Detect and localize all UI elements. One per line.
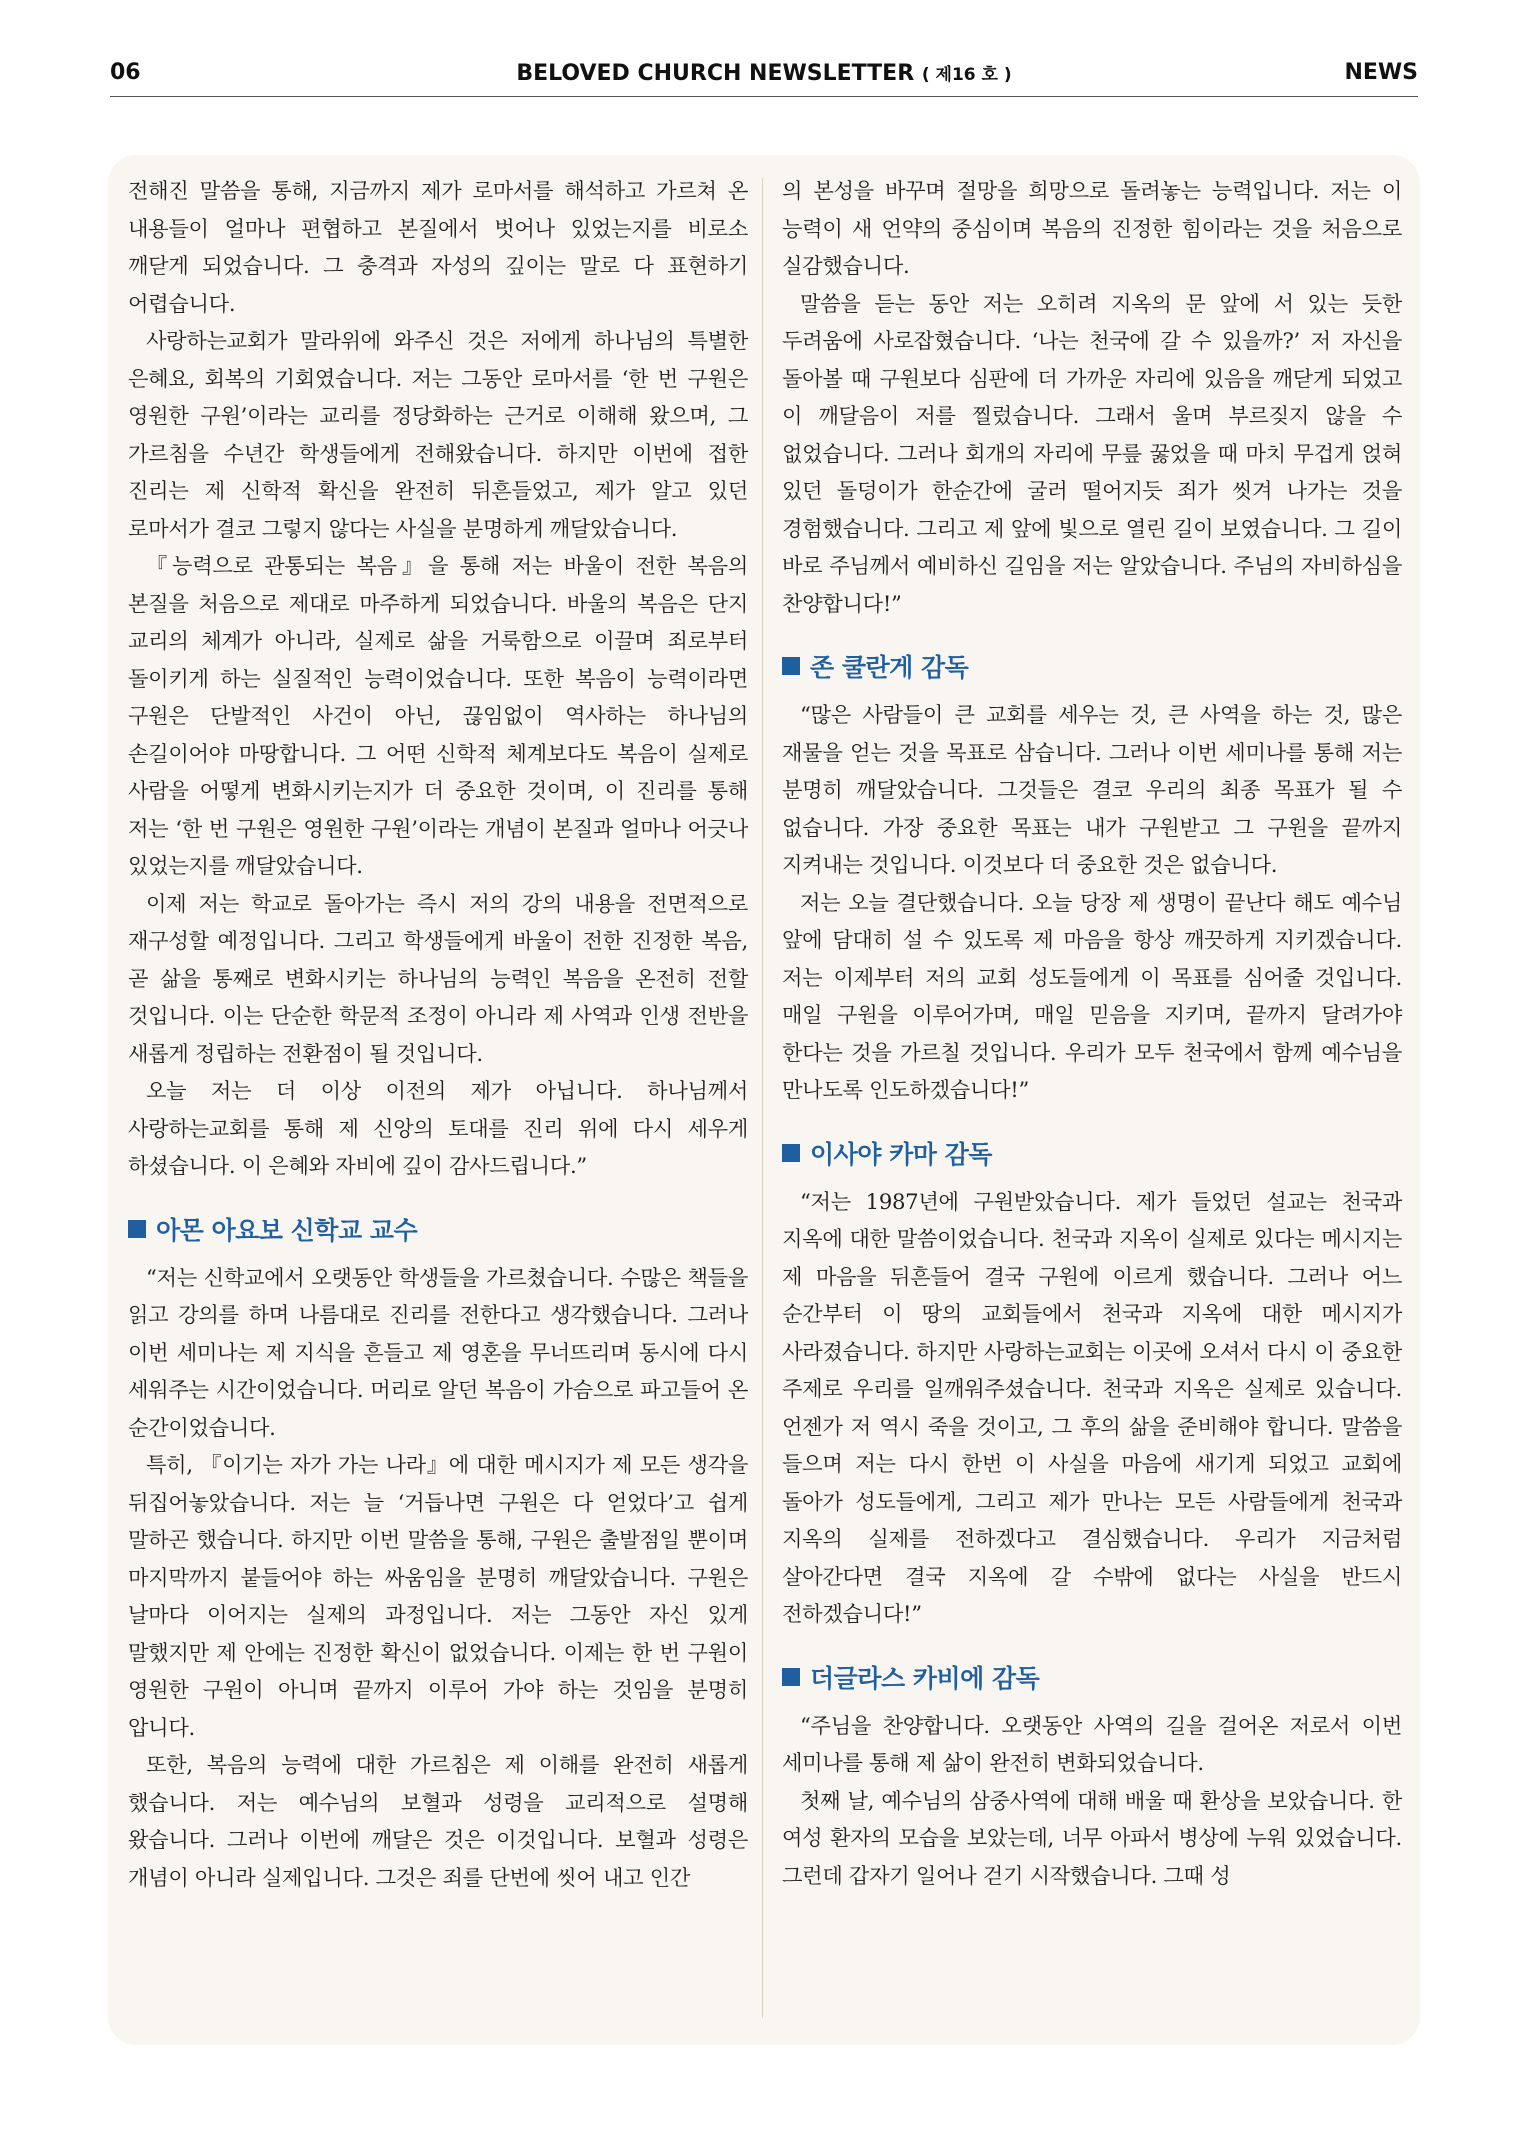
paragraph: 말씀을 듣는 동안 저는 오히려 지옥의 문 앞에 서 있는 듯한 두려움에 사로잡혔습니다. ‘나는 천국에 갈 수 있을까?’ 저 자신을 돌아볼 때 구원보다 심판에 더 가까운 자리에 있음을 깨닫게 되었고 이 깨달음이 저를 찔렀습니다. 그래서 울며 부르짖지 않을 수 없었습니다. 그러나 회개의 자리에 무릎 꿇었을 때 마치 무겁게 얹혀 있던 돌덩이가 한순간에 굴러 떨어지듯 죄가 씻겨 나가는 것을 경험했습니다. 그리고 제 앞에 빛으로 열린 길이 보였습니다. 그 길이 바로 주님께서 예비하신 길임을 저는 알았습니다. 주님의 자비하심을 찬양합니다!” xyxy=(782,290,1402,616)
square-bullet-icon xyxy=(128,1220,146,1238)
paragraph: “주님을 찬양합니다. 오랫동안 사역의 길을 걸어온 저로서 이번 세미나를 통해 제 삶이 완전히 변화되었습니다. xyxy=(782,1712,1402,1775)
speaker-heading xyxy=(782,1135,1402,1175)
column-divider xyxy=(762,178,763,2018)
paragraph: 또한, 복음의 능력에 대한 가르침은 제 이해를 완전히 새롭게 했습니다. 저는 예수님의 보혈과 성령을 교리적으로 설명해 왔습니다. 그러나 이번에 깨달은 것은 이것입니다. 보혈과 성령은 개념이 아니라 실제입니다. 그것은 죄를 단번에 씻어 내고 인간 xyxy=(128,1752,748,1890)
right-column xyxy=(782,172,1402,1894)
paragraph: 저는 오늘 결단했습니다. 오늘 당장 제 생명이 끝난다 해도 예수님 앞에 담대히 설 수 있도록 제 마음을 항상 깨끗하게 지키겠습니다. 저는 이제부터 저의 교회 성도들에게 이 목표를 심어줄 것입니다. 매일 구원을 이루어가며, 매일 믿음을 지키며, 끝까지 달려가야 한다는 것을 가르칠 것입니다. 우리가 모두 천국에서 함께 예수님을 만나도록 인도하겠습니다!” xyxy=(782,889,1402,1102)
paragraph: 특히, 『이기는 자가 가는 나라』에 대한 메시지가 제 모든 생각을 뒤집어놓았습니다. 저는 늘 ‘거듭나면 구원은 다 얻었다’고 쉽게 말하곤 했습니다. 하지만 이번 말씀을 통해, 구원은 출발점일 뿐이며 마지막까지 붙들어야 하는 싸움임을 분명히 깨달았습니다. 구원은 날마다 이어지는 실제의 과정입니다. 저는 그동안 자신 있게 말했지만 제 안에는 진정한 확신이 없었습니다. 이제는 한 번 구원이 영원한 구원이 아니며 끝까지 이루어 가야 하는 것임을 분명히 압니다. xyxy=(128,1452,748,1740)
paragraph: “저는 1987년에 구원받았습니다. 제가 들었던 설교는 천국과 지옥에 대한 말씀이었습니다. 천국과 지옥이 실제로 있다는 메시지는 제 마음을 뒤흔들어 결국 구원에 이르게 했습니다. 그러나 어느 순간부터 이 땅의 교회들에서 천국과 지옥에 대한 메시지가 사라졌습니다. 하지만 사랑하는교회는 이곳에 오셔서 다시 이 중요한 주제로 우리를 일깨워주셨습니다. 천국과 지옥은 실제로 있습니다. 언젠가 저 역시 죽을 것이고, 그 후의 삶을 준비해야 합니다. 말씀을 들으며 저는 다시 한번 이 사실을 마음에 새기게 되었고 교회에 돌아가 성도들에게, 그리고 제가 만나는 모든 사람들에게 천국과 지옥의 실제를 전하겠다고 결심했습니다. 우리가 지금처럼 살아간다면 결국 지옥에 갈 수밖에 없다는 사실을 반드시 전하겠습니다!” xyxy=(782,1188,1402,1626)
speaker-name: 이사야 카마 감독 xyxy=(810,1139,992,1169)
square-bullet-icon xyxy=(782,657,800,675)
issue-number: ( 제16 호 ) xyxy=(921,65,1012,85)
left-column xyxy=(128,172,748,1896)
speaker-heading xyxy=(782,1659,1402,1699)
paragraph: 첫째 날, 예수님의 삼중사역에 대해 배울 때 환상을 보았습니다. 한 여성 환자의 모습을 보았는데, 너무 아파서 병상에 누워 있었습니다. 그런데 갑자기 일어나 걷기 시작했습니다. 그때 성 xyxy=(782,1787,1402,1888)
section-label: NEWS xyxy=(1344,60,1418,85)
speaker-heading xyxy=(782,648,1402,688)
paragraph: 오늘 저는 더 이상 이전의 제가 아닙니다. 하나님께서 사랑하는교회를 통해 제 신앙의 토대를 진리 위에 다시 세우게 하셨습니다. 이 은혜와 자비에 깊이 감사드립니다.” xyxy=(128,1078,748,1178)
paragraph: 의 본성을 바꾸며 절망을 희망으로 돌려놓는 능력입니다. 저는 이 능력이 새 언약의 중심이며 복음의 진정한 힘이라는 것을 처음으로 실감했습니다. xyxy=(782,178,1402,278)
speaker-heading xyxy=(128,1211,748,1251)
paragraph: 전해진 말씀을 통해, 지금까지 제가 로마서를 해석하고 가르쳐 온 내용들이 얼마나 편협하고 본질에서 벗어나 있었는지를 비로소 깨닫게 되었습니다. 그 충격과 자성의 깊이는 말로 다 표현하기 어렵습니다. xyxy=(128,178,748,316)
paragraph: 사랑하는교회가 말라위에 와주신 것은 저에게 하나님의 특별한 은혜요, 회복의 기회였습니다. 저는 그동안 로마서를 ‘한 번 구원은 영원한 구원’이라는 교리를 정당화하는 근거로 이해해 왔으며, 그 가르침을 수년간 학생들에게 전해왔습니다. 하지만 이번에 접한 진리는 제 신학적 확신을 완전히 뒤흔들었고, 제가 알고 있던 로마서가 결코 그렇지 않다는 사실을 분명하게 깨달았습니다. xyxy=(128,328,748,541)
speaker-name: 존 쿨란게 감독 xyxy=(810,653,969,682)
paragraph: 『능력으로 관통되는 복음』을 통해 저는 바울이 전한 복음의 본질을 처음으로 제대로 마주하게 되었습니다. 바울의 복음은 단지 교리의 체계가 아니라, 실제로 삶을 거룩함으로 이끌며 죄로부터 돌이키게 하는 실질적인 능력이었습니다. 또한 복음이 능력이라면 구원은 단발적인 사건이 아닌, 끊임없이 역사하는 하나님의 손길이어야 마땅합니다. 그 어떤 신학적 체계보다도 복음이 실제로 사람을 어떻게 변화시키는지가 더 중요한 것이며, 이 진리를 통해 저는 ‘한 번 구원은 영원한 구원’이라는 개념이 본질과 얼마나 어긋나 있었는지를 깨달았습니다. xyxy=(128,553,748,878)
speaker-name: 아몬 아요보 신학교 교수 xyxy=(156,1215,418,1245)
speaker-name: 더글라스 카비에 감독 xyxy=(810,1663,1040,1693)
square-bullet-icon xyxy=(782,1144,800,1162)
newsletter-title xyxy=(110,60,1418,86)
square-bullet-icon xyxy=(782,1668,800,1686)
page-number: 06 xyxy=(110,60,141,85)
paragraph: “많은 사람들이 큰 교회를 세우는 것, 큰 사역을 하는 것, 많은 재물을 얻는 것을 목표로 삼습니다. 그러나 이번 세미나를 통해 저는 분명히 깨달았습니다. 그것들은 결코 우리의 최종 목표가 될 수 없습니다. 가장 중요한 목표는 내가 구원받고 그 구원을 끝까지 지켜내는 것입니다. 이것보다 더 중요한 것은 없습니다. xyxy=(782,702,1402,877)
paragraph: 이제 저는 학교로 돌아가는 즉시 저의 강의 내용을 전면적으로 재구성할 예정입니다. 그리고 학생들에게 바울이 전한 진정한 복음, 곧 삶을 통째로 변화시키는 하나님의 능력인 복음을 온전히 전할 것입니다. 이는 단순한 학문적 조정이 아니라 제 사역과 인생 전반을 새롭게 정립하는 전환점이 될 것입니다. xyxy=(128,890,748,1066)
paragraph: “저는 신학교에서 오랫동안 학생들을 가르쳤습니다. 수많은 책들을 읽고 강의를 하며 나름대로 진리를 전한다고 생각했습니다. 그러나 이번 세미나는 제 지식을 흔들고 제 영혼을 무너뜨리며 동시에 다시 세워주는 시간이었습니다. 머리로 알던 복음이 가슴으로 파고들어 온 순간이었습니다. xyxy=(128,1264,748,1440)
page-header xyxy=(110,58,1418,97)
newsletter-name: BELOVED CHURCH NEWSLETTER xyxy=(516,61,915,86)
